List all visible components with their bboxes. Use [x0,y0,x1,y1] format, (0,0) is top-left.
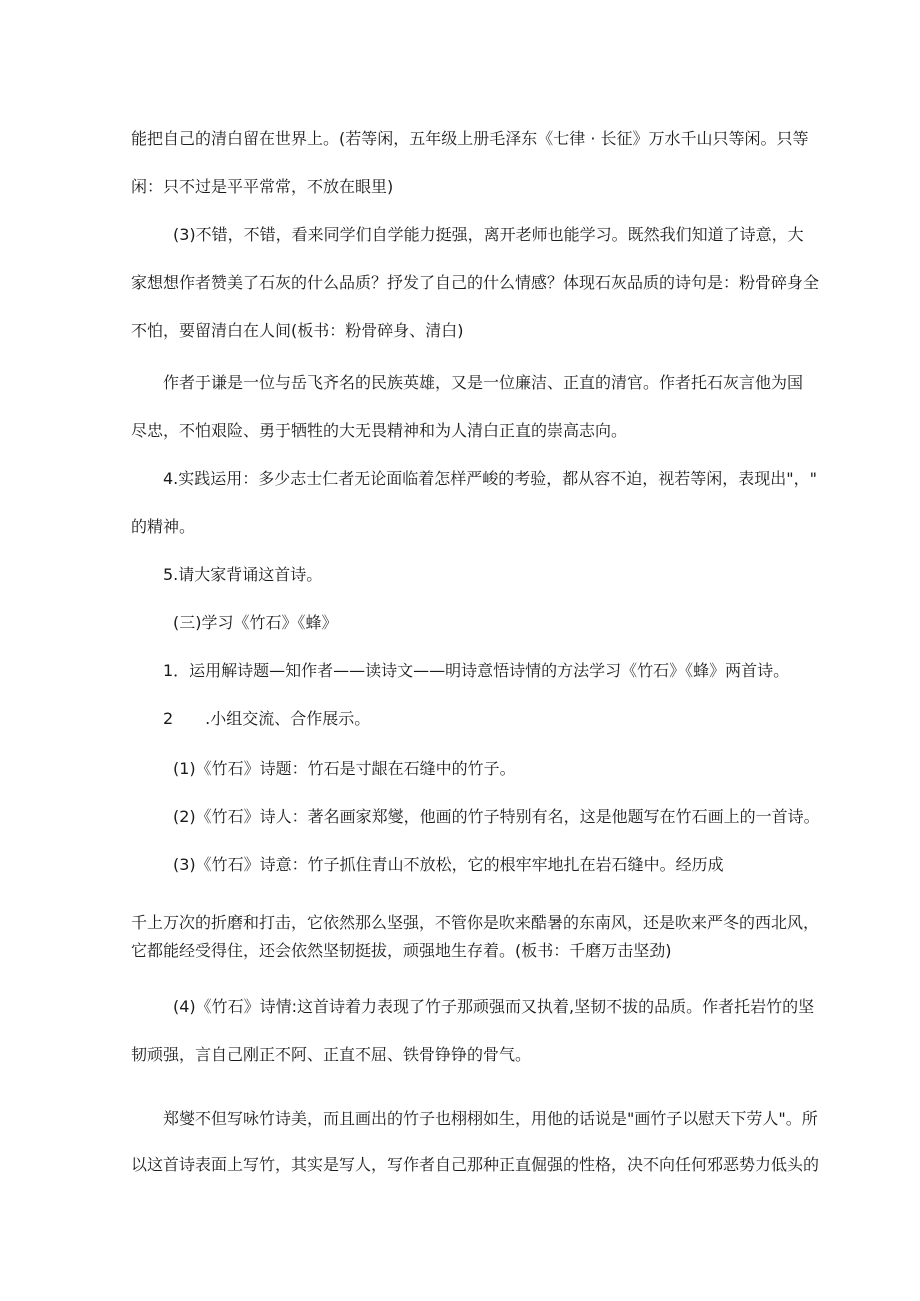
text-line: (3)《竹石》诗意：竹子抓住青山不放松，它的根牢牢地扎在岩石缝中。经历成 [173,855,724,874]
text-line: (3)不错，不错，看来同学们自学能力挺强，离开老师也能学习。既然我们知道了诗意，大 [173,225,804,244]
text-line: (1)《竹石》诗题：竹石是寸龈在石缝中的竹子。 [173,759,516,778]
text-line: 千上万次的折磨和打击，它依然那么坚强，不管你是吹来酷暑的东南风，还是吹来严冬的西北风， [131,913,820,932]
text-line: (4)《竹石》诗情:这首诗着力表现了竹子那顽强而又执着,坚韧不拔的品质。作者托岩竹的坚 [173,997,815,1016]
text-line: 1．运用解诗题—知作者——读诗文——明诗意悟诗情的方法学习《竹石》《蜂》两首诗。 [163,661,790,680]
text-line: 闲：只不过是平平常常，不放在眼里) [131,177,394,196]
text-line: 的精神。 [131,517,196,536]
text-line: 能把自己的清白留在世界上。(若等闲，五年级上册毛泽东《七律 · 长征》万水千山只等闲。只等 [131,129,809,148]
section-heading: (三)学习《竹石》《蜂》 [173,613,338,632]
text-line: 5.请大家背诵这首诗。 [163,565,323,584]
text-line: (2)《竹石》诗人：著名画家郑燮，他画的竹子特别有名，这是他题写在竹石画上的一首诗。 [173,807,820,826]
text-line: 不怕，要留清白在人间(板书：粉骨碎身、清白) [131,321,464,340]
text-line: 4.实践运用：多少志士仁者无论面临着怎样严峻的考验，都从容不迫，视若等闲，表现出"，" [163,469,817,488]
text-line: 以这首诗表面上写竹，其实是写人，写作者自己那种正直倔强的性格，决不向任何邪恶势力低头的 [131,1155,820,1174]
text-line: 2 .小组交流、合作展示。 [163,709,371,728]
text-line: 家想想作者赞美了石灰的什么品质？抒发了自己的什么情感？体现石灰品质的诗句是：粉骨碎身全 [131,273,820,292]
text-line: 它都能经受得住，还会依然坚韧挺拔，顽强地生存着。(板书：千磨万击坚劲) [131,941,672,960]
text-line: 尽忠，不怕艰险、勇于牺牲的大无畏精神和为人清白正直的崇高志向。 [131,421,628,440]
text-line: 作者于谦是一位与岳飞齐名的民族英雄，又是一位廉洁、正直的清官。作者托石灰言他为国 [163,373,804,392]
text-line: 韧顽强，言自己刚正不阿、正直不屈、铁骨铮铮的骨气。 [131,1045,532,1064]
text-line: 郑燮不但写咏竹诗美，而且画出的竹子也栩栩如生，用他的话说是"画竹子以慰天下劳人"。所 [163,1109,818,1128]
